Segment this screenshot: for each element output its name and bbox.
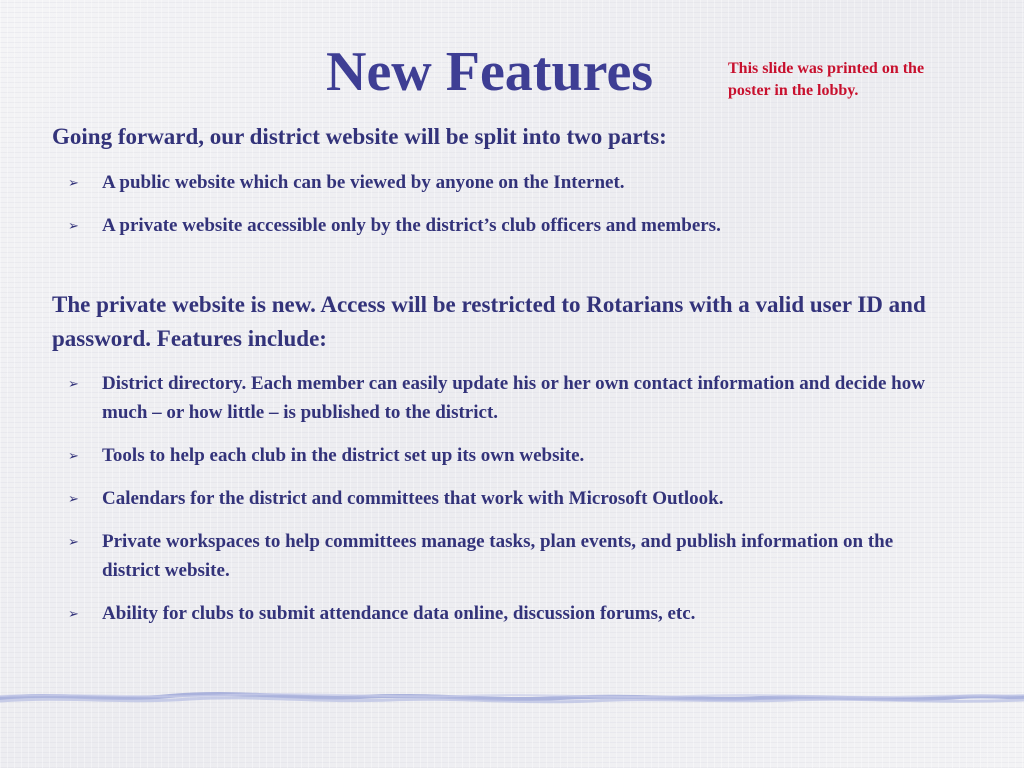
website-parts-list: [68, 168, 928, 254]
wavy-divider-line: [0, 684, 1024, 714]
list-item: [68, 527, 928, 585]
arrow-bullet-icon: ➢: [68, 175, 79, 190]
list-item: [68, 599, 928, 628]
arrow-bullet-icon: ➢: [68, 218, 79, 233]
slide-title: New Features: [326, 41, 654, 103]
bullet-text: A private website accessible only by the district’s club officers and members.: [102, 215, 721, 236]
features-list: [68, 369, 928, 642]
list-item: [68, 369, 928, 427]
arrow-bullet-icon: ➢: [68, 606, 79, 621]
arrow-bullet-icon: ➢: [68, 376, 79, 391]
bullet-text: Private workspaces to help committees manage tasks, plan events, and publish information on the district website.: [102, 531, 894, 581]
arrow-bullet-icon: ➢: [68, 534, 79, 549]
arrow-bullet-icon: ➢: [68, 448, 79, 463]
list-item: [68, 168, 928, 197]
intro-paragraph: Going forward, our district website will be split into two parts:: [52, 124, 667, 149]
list-item: [68, 211, 928, 240]
bullet-text: A public website which can be viewed by anyone on the Internet.: [102, 172, 625, 193]
list-item: [68, 441, 928, 470]
bullet-text: Calendars for the district and committees that work with Microsoft Outlook.: [102, 488, 724, 509]
bullet-text: Ability for clubs to submit attendance data online, discussion forums, etc.: [102, 603, 696, 624]
arrow-bullet-icon: ➢: [68, 491, 79, 506]
bullet-text: District directory. Each member can easily update his or her own contact information and decide how much – or how little – is published to the district.: [102, 373, 925, 423]
private-website-paragraph: The private website is new. Access will be restricted to Rotarians with a valid user ID and password. Features include:: [52, 292, 926, 351]
printed-poster-note: This slide was printed on the poster in the lobby.: [728, 60, 925, 99]
bullet-text: Tools to help each club in the district set up its own website.: [102, 445, 585, 466]
list-item: [68, 484, 928, 513]
